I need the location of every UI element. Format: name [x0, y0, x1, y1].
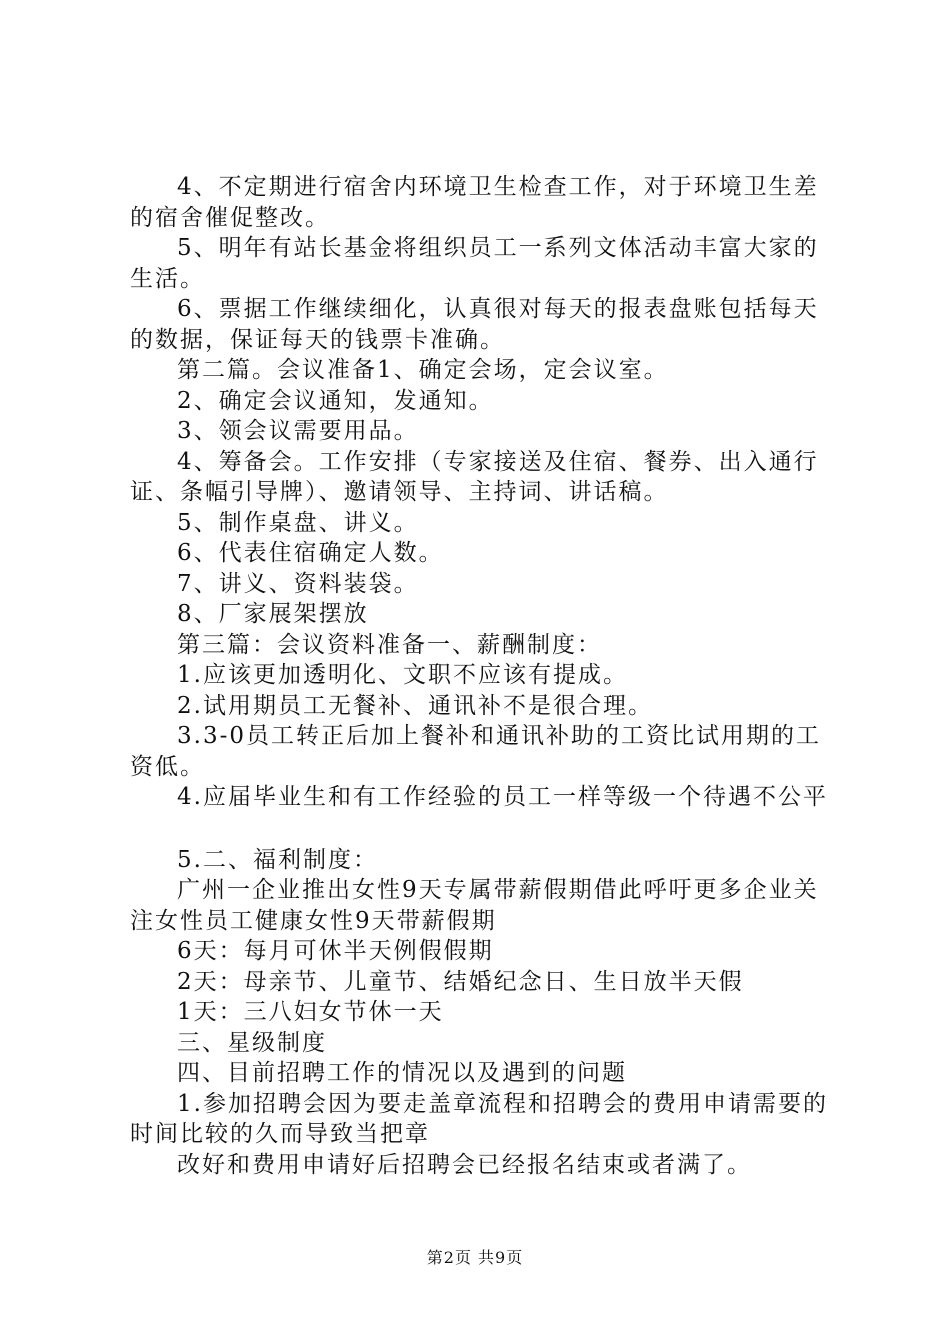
paragraph: 1.参加招聘会因为要走盖章流程和招聘会的费用申请需要的时间比较的久而导致当把章 [130, 1090, 828, 1147]
paragraph: 1.应该更加透明化、文职不应该有提成。 [177, 662, 628, 688]
document-body [130, 172, 835, 1180]
paragraph: 8、厂家展架摆放 [177, 601, 369, 627]
paragraph: 4、筹备会。工作安排（专家接送及住宿、餐券、出入通行证、条幅引导牌）、邀请领导、主持词、讲话稿。 [130, 448, 819, 505]
paragraph: 广州一企业推出女性9天专属带薪假期借此呼吁更多企业关注女性员工健康女性9天带薪假期 [130, 877, 819, 934]
paragraph: 2、确定会议通知，发通知。 [177, 387, 494, 414]
paragraph: 7、讲义、资料装袋。 [177, 570, 419, 597]
paragraph: 2.试用期员工无餐补、通讯补不是很合理。 [177, 692, 653, 719]
paragraph: 改好和费用申请好后招聘会已经报名结束或者满了。 [177, 1151, 752, 1178]
paragraph: 3、领会议需要用品。 [177, 418, 419, 444]
paragraph: 6、票据工作继续细化，认真很对每天的报表盘账包括每天的数据，保证每天的钱票卡准确。 [130, 296, 819, 353]
paragraph: 6天：每月可休半天例假假期 [177, 938, 494, 964]
paragraph: 2天：母亲节、儿童节、结婚纪念日、生日放半天假 [177, 968, 744, 995]
paragraph: 4.应届毕业生和有工作经验的员工一样等级一个待遇不公平 [177, 784, 828, 810]
paragraph: 5、明年有站长基金将组织员工一系列文体活动丰富大家的生活。 [130, 235, 819, 292]
paragraph: 5、制作桌盘、讲义。 [177, 509, 419, 536]
section-heading: 四、目前招聘工作的情况以及遇到的问题 [177, 1060, 627, 1086]
paragraph: 1天：三八妇女节休一天 [177, 999, 444, 1025]
section-heading: 第三篇：会议资料准备一、薪酬制度： [177, 631, 602, 658]
paragraph: 6、代表住宿确定人数。 [177, 540, 444, 566]
paragraph: 4、不定期进行宿舍内环境卫生检查工作，对于环境卫生差的宿舍催促整改。 [130, 174, 819, 231]
section-heading: 三、星级制度 [177, 1029, 327, 1056]
paragraph-gap [130, 813, 835, 845]
section-heading: 5.二、福利制度： [177, 846, 378, 873]
page-number-footer: 第2页 共9页 [426, 1248, 524, 1267]
paragraph: 3.3-0员工转正后加上餐补和通讯补助的工资比试用期的工资低。 [130, 723, 821, 780]
section-heading: 第二篇。会议准备1、确定会场，定会议室。 [177, 357, 669, 383]
